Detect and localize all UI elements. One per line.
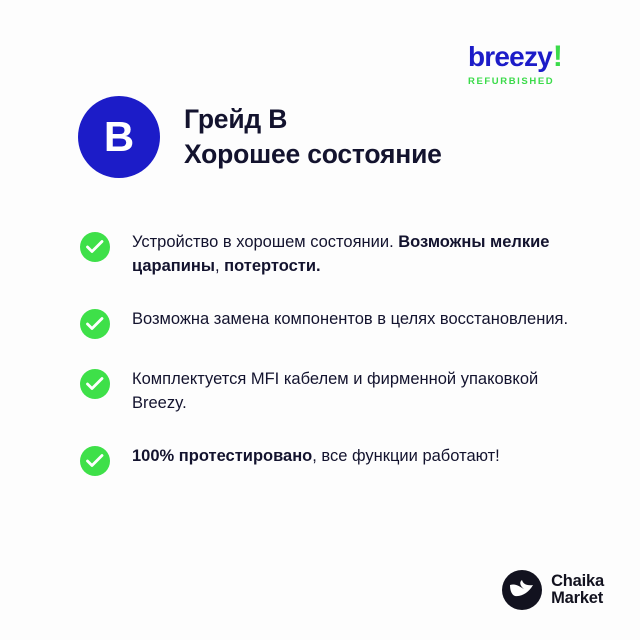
grade-header — [78, 96, 442, 178]
check-icon — [80, 309, 110, 339]
list-item-label — [132, 307, 568, 332]
breezy-word: breezy — [468, 41, 552, 72]
list-item-text-part: Комплектуется MFI кабелем и фирменной упаковкой Breezy. — [132, 369, 539, 412]
shop-name-line2: Market — [551, 589, 604, 607]
list-item-text-part: 100% протестировано — [132, 446, 313, 465]
breezy-subtitle: REFURBISHED — [468, 76, 555, 87]
list-item — [80, 307, 580, 339]
list-item-text-part: Устройство в хорошем состоянии. — [132, 233, 399, 251]
list-item — [80, 230, 580, 279]
list-item-label — [132, 230, 580, 279]
breezy-exclamation: ! — [552, 40, 563, 73]
check-icon — [80, 369, 110, 399]
list-item — [80, 367, 580, 416]
page-title — [184, 102, 442, 172]
list-item-label — [132, 367, 580, 416]
chaika-market-logo — [502, 570, 604, 610]
grade-badge: B — [78, 96, 160, 178]
breezy-logo — [468, 40, 598, 87]
feature-list — [80, 230, 580, 504]
page-title-line2: Хорошее состояние — [184, 139, 442, 169]
check-icon — [80, 446, 110, 476]
list-item-text-part: , — [214, 256, 225, 275]
shop-name-line1: Chaika — [551, 571, 604, 590]
list-item-text-part: Возможна замена компонентов в целях восстановления. — [132, 309, 569, 328]
list-item-label — [132, 444, 500, 469]
list-item-text-part: Возможны мелкие царапины — [132, 233, 550, 275]
list-item — [80, 444, 580, 476]
page-title-line1: Грейд B — [184, 103, 288, 134]
list-item-text-part: потертости. — [224, 256, 321, 275]
breezy-wordmark — [468, 40, 598, 74]
shop-name — [551, 573, 604, 608]
check-icon — [80, 232, 110, 262]
seagull-icon — [502, 570, 542, 610]
list-item-text-part: , все функции работают! — [312, 446, 500, 465]
